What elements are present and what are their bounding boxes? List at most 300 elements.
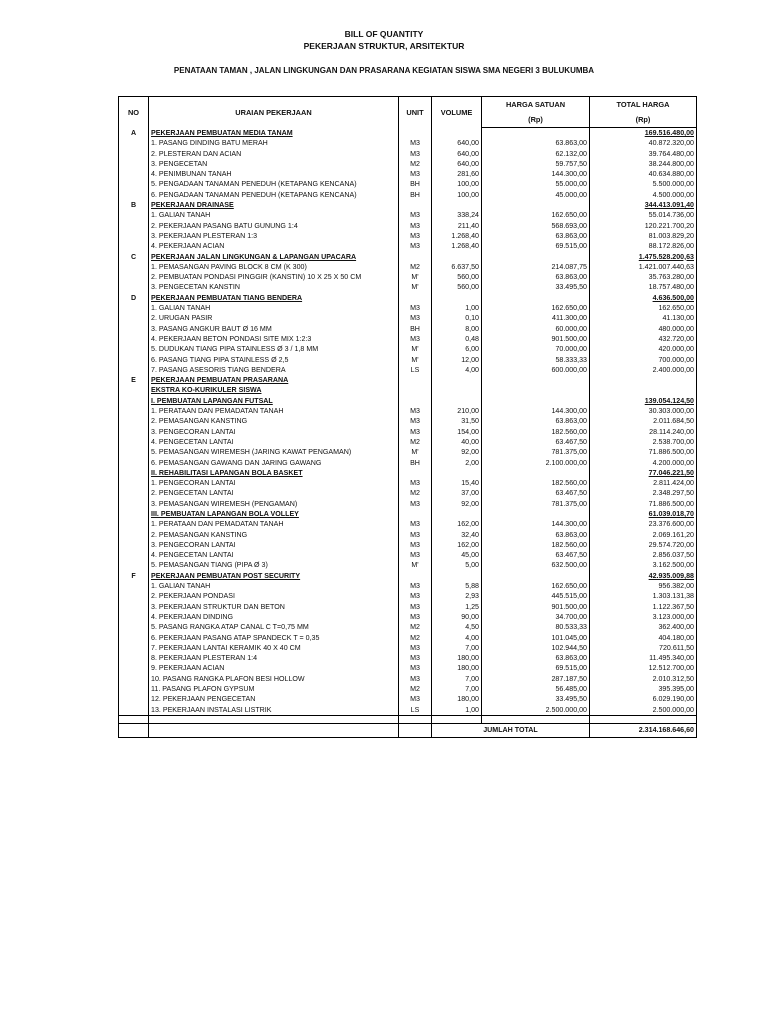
cell-description: 4. PENGECETAN LANTAI: [149, 550, 399, 560]
cell-no: [119, 478, 149, 488]
cell-total: 18.757.480,00: [590, 282, 697, 292]
table-row: [119, 560, 697, 570]
table-row: [119, 221, 697, 231]
cell-description: 3. PEMASANGAN WIREMESH (PENGAMAN): [149, 499, 399, 509]
cell-volume: 8,00: [432, 324, 482, 334]
cell-unit-price: [482, 571, 590, 581]
cell-total: 2.400.000,00: [590, 365, 697, 375]
cell-unit: [399, 385, 432, 395]
table-row: [119, 149, 697, 159]
table-row: [119, 169, 697, 179]
cell-total: 404.180,00: [590, 633, 697, 643]
table-row: [119, 282, 697, 292]
cell-unit-price: 63.863,00: [482, 530, 590, 540]
cell-unit-price: 2.100.000,00: [482, 458, 590, 468]
cell-total: 2.010.312,50: [590, 674, 697, 684]
cell-no: [119, 509, 149, 519]
cell-total: 420.000,00: [590, 344, 697, 354]
cell-unit-price: 80.533,33: [482, 622, 590, 632]
cell-volume: 2,93: [432, 591, 482, 601]
cell-unit-price: 600.000,00: [482, 365, 590, 375]
cell-unit-price: 58.333,33: [482, 355, 590, 365]
cell-unit: M3: [399, 149, 432, 159]
cell-unit-price: 144.300,00: [482, 519, 590, 529]
cell-unit-price: [482, 200, 590, 210]
cell-unit-price: 568.693,00: [482, 221, 590, 231]
cell-unit-price: 56.485,00: [482, 684, 590, 694]
cell-volume: 5,00: [432, 560, 482, 570]
cell-volume: 45,00: [432, 550, 482, 560]
cell-unit: [399, 396, 432, 406]
cell-no: [119, 612, 149, 622]
cell-unit-price: 63.863,00: [482, 231, 590, 241]
table-row: [119, 499, 697, 509]
table-row: [119, 550, 697, 560]
cell-volume: 92,00: [432, 447, 482, 457]
cell-description: 1. GALIAN TANAH: [149, 210, 399, 220]
cell-total: 71.886.500,00: [590, 499, 697, 509]
cell-description: I. PEMBUATAN LAPANGAN FUTSAL: [149, 396, 399, 406]
cell-unit: M2: [399, 684, 432, 694]
cell-unit: [399, 252, 432, 262]
cell-unit-price: 63.467,50: [482, 550, 590, 560]
table-row: [119, 519, 697, 529]
cell-unit: M3: [399, 530, 432, 540]
cell-unit: M': [399, 344, 432, 354]
cell-total: 2.500.000,00: [590, 705, 697, 716]
cell-no: [119, 406, 149, 416]
table-row: [119, 179, 697, 189]
table-row: [119, 324, 697, 334]
cell-no: D: [119, 293, 149, 303]
cell-no: [119, 344, 149, 354]
cell-description: 9. PEKERJAAN ACIAN: [149, 663, 399, 673]
grand-total-label: JUMLAH TOTAL: [432, 723, 590, 737]
cell-volume: 7,00: [432, 674, 482, 684]
cell-unit-price: 63.863,00: [482, 138, 590, 148]
cell-total: 88.172.826,00: [590, 241, 697, 251]
cell-volume: 210,00: [432, 406, 482, 416]
bill-of-quantity-table: [118, 96, 697, 738]
table-row: [119, 540, 697, 550]
cell-total: 432.720,00: [590, 334, 697, 344]
cell-no: [119, 210, 149, 220]
section-row: [119, 252, 697, 262]
cell-unit: M3: [399, 663, 432, 673]
cell-total: 4.636.500,00: [590, 293, 697, 303]
table-row: [119, 427, 697, 437]
cell-description: 4. PENIMBUNAN TANAH: [149, 169, 399, 179]
cell-no: [119, 324, 149, 334]
table-row: [119, 488, 697, 498]
cell-no: [119, 437, 149, 447]
cell-unit: M3: [399, 540, 432, 550]
cell-no: [119, 416, 149, 426]
cell-unit: M3: [399, 591, 432, 601]
cell-description: 3. PENGECETAN: [149, 159, 399, 169]
cell-unit: M3: [399, 478, 432, 488]
table-row: [119, 602, 697, 612]
cell-description: PEKERJAAN PEMBUATAN MEDIA TANAM: [149, 128, 399, 139]
table-row: [119, 653, 697, 663]
section-row: [119, 385, 697, 395]
cell-unit: M3: [399, 303, 432, 313]
cell-description: 10. PASANG RANGKA PLAFON BESI HOLLOW: [149, 674, 399, 684]
cell-unit-price: 69.515,00: [482, 663, 590, 673]
cell-unit-price: 2.500.000,00: [482, 705, 590, 716]
table-row: [119, 622, 697, 632]
cell-volume: [432, 468, 482, 478]
cell-volume: [432, 571, 482, 581]
cell-total: 35.763.280,00: [590, 272, 697, 282]
cell-unit-price: 69.515,00: [482, 241, 590, 251]
cell-volume: 4,00: [432, 365, 482, 375]
col-header-rp: (Rp): [590, 112, 697, 128]
cell-unit: M3: [399, 694, 432, 704]
cell-unit-price: 214.087,75: [482, 262, 590, 272]
project-title: PENATAAN TAMAN , JALAN LINGKUNGAN DAN PRASARANA KEGIATAN SISWA SMA NEGERI 3 BULUKUMBA: [173, 66, 595, 75]
table-row: [119, 612, 697, 622]
cell-description: 2. PENGECETAN LANTAI: [149, 488, 399, 498]
cell-volume: 640,00: [432, 138, 482, 148]
cell-description: 7. PEKERJAAN LANTAI KERAMIK 40 X 40 CM: [149, 643, 399, 653]
cell-no: [119, 643, 149, 653]
cell-volume: 100,00: [432, 190, 482, 200]
cell-description: 8. PEKERJAAN PLESTERAN 1:4: [149, 653, 399, 663]
cell-no: [119, 190, 149, 200]
cell-unit: M2: [399, 622, 432, 632]
cell-unit: BH: [399, 190, 432, 200]
cell-no: [119, 684, 149, 694]
cell-unit: [399, 509, 432, 519]
cell-unit: M3: [399, 221, 432, 231]
cell-unit: M2: [399, 633, 432, 643]
cell-volume: 5,88: [432, 581, 482, 591]
cell-no: [119, 282, 149, 292]
grand-total-value: 2.314.168.646,60: [590, 723, 697, 737]
cell-unit-price: 70.000,00: [482, 344, 590, 354]
cell-unit: M3: [399, 653, 432, 663]
cell-description: 11. PASANG PLAFON GYPSUM: [149, 684, 399, 694]
cell-volume: 1,00: [432, 303, 482, 313]
cell-unit: M3: [399, 334, 432, 344]
cell-volume: 560,00: [432, 272, 482, 282]
cell-unit: [399, 128, 432, 139]
cell-total: 395.395,00: [590, 684, 697, 694]
cell-total: 1.303.131,38: [590, 591, 697, 601]
cell-volume: 0,10: [432, 313, 482, 323]
cell-no: [119, 633, 149, 643]
cell-unit-price: 102.944,50: [482, 643, 590, 653]
cell-volume: 640,00: [432, 159, 482, 169]
cell-volume: 180,00: [432, 653, 482, 663]
cell-no: [119, 303, 149, 313]
cell-volume: 40,00: [432, 437, 482, 447]
cell-unit: M': [399, 282, 432, 292]
table-row: [119, 241, 697, 251]
table-row: [119, 581, 697, 591]
cell-description: 1. GALIAN TANAH: [149, 581, 399, 591]
cell-volume: [432, 200, 482, 210]
cell-total: 2.811.424,00: [590, 478, 697, 488]
cell-description: 1. GALIAN TANAH: [149, 303, 399, 313]
cell-unit: M2: [399, 437, 432, 447]
cell-description: 12. PEKERJAAN PENGECETAN: [149, 694, 399, 704]
cell-unit-price: 34.700,00: [482, 612, 590, 622]
cell-description: 4. PEKERJAAN DINDING: [149, 612, 399, 622]
subsection-row: [119, 468, 697, 478]
table-row: [119, 406, 697, 416]
cell-no: [119, 581, 149, 591]
cell-volume: 90,00: [432, 612, 482, 622]
cell-total: 2.069.161,20: [590, 530, 697, 540]
cell-total: 41.130,00: [590, 313, 697, 323]
cell-description: 6. PASANG TIANG PIPA STAINLESS Ø 2,5: [149, 355, 399, 365]
cell-volume: 37,00: [432, 488, 482, 498]
cell-no: [119, 530, 149, 540]
table-row: [119, 344, 697, 354]
cell-total: 38.244.800,00: [590, 159, 697, 169]
cell-no: [119, 653, 149, 663]
cell-unit: M3: [399, 427, 432, 437]
table-row: [119, 478, 697, 488]
cell-volume: [432, 375, 482, 385]
cell-unit-price: 55.000,00: [482, 179, 590, 189]
cell-unit-price: 101.045,00: [482, 633, 590, 643]
grand-total-row: [119, 723, 697, 737]
cell-no: [119, 138, 149, 148]
cell-description: 3. PEKERJAAN STRUKTUR DAN BETON: [149, 602, 399, 612]
cell-unit-price: 411.300,00: [482, 313, 590, 323]
cell-no: [119, 334, 149, 344]
cell-unit: M3: [399, 241, 432, 251]
cell-no: E: [119, 375, 149, 385]
cell-volume: 338,24: [432, 210, 482, 220]
cell-total: 40.872.320,00: [590, 138, 697, 148]
cell-unit-price: 287.187,50: [482, 674, 590, 684]
table-row: [119, 138, 697, 148]
table-row: [119, 313, 697, 323]
cell-volume: 154,00: [432, 427, 482, 437]
table-row: [119, 633, 697, 643]
cell-no: [119, 221, 149, 231]
cell-total: 2.538.700,00: [590, 437, 697, 447]
cell-description: 2. PEKERJAAN PONDASI: [149, 591, 399, 601]
cell-total: 3.162.500,00: [590, 560, 697, 570]
cell-total: 344.413.091,40: [590, 200, 697, 210]
cell-unit: [399, 293, 432, 303]
cell-description: 1. PENGECORAN LANTAI: [149, 478, 399, 488]
cell-volume: 7,00: [432, 643, 482, 653]
cell-unit-price: 162.650,00: [482, 581, 590, 591]
cell-volume: 211,40: [432, 221, 482, 231]
cell-volume: 4,00: [432, 633, 482, 643]
cell-volume: 162,00: [432, 519, 482, 529]
cell-unit: BH: [399, 179, 432, 189]
table-row: [119, 437, 697, 447]
cell-unit: LS: [399, 705, 432, 716]
cell-unit-price: 901.500,00: [482, 334, 590, 344]
cell-total: 42.935.009,88: [590, 571, 697, 581]
cell-total: 1.122.367,50: [590, 602, 697, 612]
cell-unit-price: 62.132,00: [482, 149, 590, 159]
cell-total: 2.348.297,50: [590, 488, 697, 498]
cell-no: [119, 447, 149, 457]
cell-volume: 640,00: [432, 149, 482, 159]
cell-unit: M3: [399, 231, 432, 241]
cell-description: PEKERJAAN PEMBUATAN TIANG BENDERA: [149, 293, 399, 303]
cell-no: [119, 385, 149, 395]
col-header-uraian: URAIAN PEKERJAAN: [149, 97, 399, 128]
cell-unit: M3: [399, 674, 432, 684]
cell-total: 5.500.000,00: [590, 179, 697, 189]
cell-description: 1. PERATAAN DAN PEMADATAN TANAH: [149, 519, 399, 529]
cell-no: [119, 560, 149, 570]
col-header-rp: (Rp): [482, 112, 590, 128]
cell-total: 55.014.736,00: [590, 210, 697, 220]
cell-description: 5. PEMASANGAN WIREMESH (JARING KAWAT PENGAMAN): [149, 447, 399, 457]
cell-description: 3. PEKERJAAN PLESTERAN 1:3: [149, 231, 399, 241]
cell-total: 162.650,00: [590, 303, 697, 313]
table-row: [119, 458, 697, 468]
cell-no: [119, 602, 149, 612]
cell-no: [119, 179, 149, 189]
cell-unit: M3: [399, 643, 432, 653]
cell-volume: 281,60: [432, 169, 482, 179]
cell-unit-price: 33.495,50: [482, 282, 590, 292]
cell-no: [119, 396, 149, 406]
section-row: [119, 128, 697, 139]
cell-volume: 7,00: [432, 684, 482, 694]
cell-unit-price: [482, 509, 590, 519]
cell-volume: [432, 252, 482, 262]
cell-volume: [432, 509, 482, 519]
cell-description: III. PEMBUATAN LAPANGAN BOLA VOLLEY: [149, 509, 399, 519]
cell-unit-price: 63.863,00: [482, 416, 590, 426]
cell-no: F: [119, 571, 149, 581]
table-row: [119, 684, 697, 694]
cell-no: [119, 540, 149, 550]
cell-unit: [399, 571, 432, 581]
cell-volume: 1.268,40: [432, 241, 482, 251]
cell-no: [119, 663, 149, 673]
cell-total: 6.029.190,00: [590, 694, 697, 704]
cell-total: 30.303.000,00: [590, 406, 697, 416]
cell-total: 81.003.829,20: [590, 231, 697, 241]
table-row: [119, 447, 697, 457]
cell-total: 71.886.500,00: [590, 447, 697, 457]
cell-description: PEKERJAAN DRAINASE: [149, 200, 399, 210]
col-header-total-harga: TOTAL HARGA: [590, 97, 697, 113]
cell-unit: M2: [399, 159, 432, 169]
cell-unit-price: 632.500,00: [482, 560, 590, 570]
cell-description: 5. PENGADAAN TANAMAN PENEDUH (KETAPANG KENCANA): [149, 179, 399, 189]
cell-no: [119, 169, 149, 179]
cell-total: 3.123.000,00: [590, 612, 697, 622]
cell-no: [119, 313, 149, 323]
cell-description: 2. PEMASANGAN KANSTING: [149, 530, 399, 540]
section-row: [119, 571, 697, 581]
table-row: [119, 159, 697, 169]
cell-no: [119, 365, 149, 375]
cell-total: 23.376.600,00: [590, 519, 697, 529]
cell-no: [119, 262, 149, 272]
cell-unit-price: 162.650,00: [482, 303, 590, 313]
cell-unit-price: [482, 385, 590, 395]
table-row: [119, 231, 697, 241]
subsection-row: [119, 509, 697, 519]
cell-unit: [399, 200, 432, 210]
cell-no: [119, 622, 149, 632]
section-row: [119, 375, 697, 385]
cell-volume: [432, 128, 482, 139]
cell-unit-price: [482, 468, 590, 478]
cell-volume: [432, 293, 482, 303]
cell-unit: M3: [399, 406, 432, 416]
cell-description: 2. PLESTERAN DAN ACIAN: [149, 149, 399, 159]
cell-volume: [432, 385, 482, 395]
cell-total: 40.634.880,00: [590, 169, 697, 179]
cell-unit-price: 144.300,00: [482, 169, 590, 179]
cell-description: 2. URUGAN PASIR: [149, 313, 399, 323]
cell-description: 5. PASANG RANGKA ATAP CANAL C T=0,75 MM: [149, 622, 399, 632]
cell-no: [119, 488, 149, 498]
cell-total: [590, 375, 697, 385]
cell-volume: 162,00: [432, 540, 482, 550]
cell-description: 7. PASANG ASESORIS TIANG BENDERA: [149, 365, 399, 375]
cell-no: [119, 705, 149, 716]
cell-unit: M3: [399, 602, 432, 612]
cell-volume: 180,00: [432, 694, 482, 704]
cell-unit-price: 182.560,00: [482, 540, 590, 550]
cell-no: [119, 231, 149, 241]
cell-description: 3. PENGECORAN LANTAI: [149, 540, 399, 550]
table-row: [119, 643, 697, 653]
cell-no: [119, 458, 149, 468]
cell-volume: 560,00: [432, 282, 482, 292]
cell-total: 169.516.480,00: [590, 128, 697, 139]
cell-volume: 180,00: [432, 663, 482, 673]
cell-no: [119, 159, 149, 169]
cell-unit-price: 63.863,00: [482, 272, 590, 282]
section-row: [119, 293, 697, 303]
cell-no: [119, 355, 149, 365]
cell-volume: 4,50: [432, 622, 482, 632]
cell-description: 3. PENGECORAN LANTAI: [149, 427, 399, 437]
cell-total: 2.856.037,50: [590, 550, 697, 560]
cell-total: 2.011.684,50: [590, 416, 697, 426]
cell-unit: M3: [399, 499, 432, 509]
cell-description: 3. PASANG ANGKUR BAUT Ø 16 MM: [149, 324, 399, 334]
cell-description: 6. PEKERJAAN PASANG ATAP SPANDECK T = 0,35: [149, 633, 399, 643]
cell-unit-price: 445.515,00: [482, 591, 590, 601]
cell-unit-price: 59.757,50: [482, 159, 590, 169]
cell-unit: M3: [399, 581, 432, 591]
cell-description: 1. PEMASANGAN PAVING BLOCK 8 CM (K 300): [149, 262, 399, 272]
cell-unit: M3: [399, 612, 432, 622]
col-header-volume: VOLUME: [432, 97, 482, 128]
cell-total: 11.495.340,00: [590, 653, 697, 663]
cell-total: 480.000,00: [590, 324, 697, 334]
cell-total: 720.611,50: [590, 643, 697, 653]
col-header-harga-satuan: HARGA SATUAN: [482, 97, 590, 113]
cell-no: [119, 468, 149, 478]
cell-description: 13. PEKERJAAN INSTALASI LISTRIK: [149, 705, 399, 716]
table-row: [119, 530, 697, 540]
table-row: [119, 190, 697, 200]
cell-volume: 12,00: [432, 355, 482, 365]
cell-unit-price: 60.000,00: [482, 324, 590, 334]
